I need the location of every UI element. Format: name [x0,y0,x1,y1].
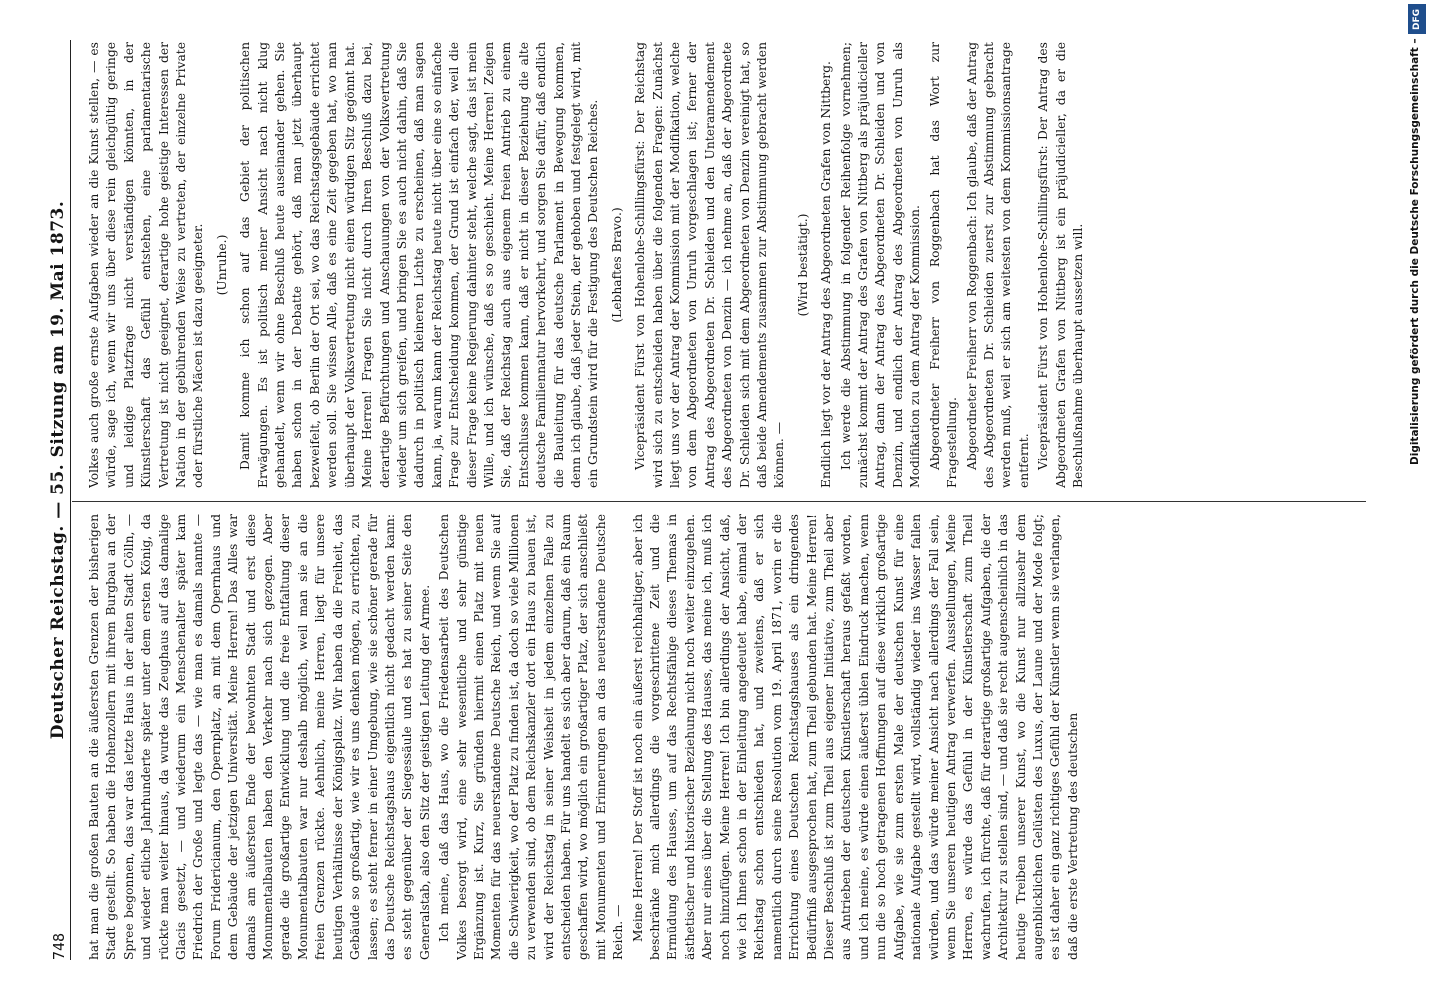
paragraph: Abgeordneter Freiherr von Roggenbach hat das Wort zur Fragestellung. [927,42,960,488]
stage-direction: (Lebhaftes Bravo.) [609,207,624,323]
paragraph: Abgeordneter Freiherr von Roggenbach: Ich glaube, daß der Antrag des Abgeordneten Dr. Schleiden zuerst zur Abstimmung gebracht werden muß, weil er sich am weitesten von dem Kommissionsantrage entfernt. [964,42,1031,488]
paragraph: Vicepräsident Fürst von Hohenlohe-Schillingsfürst: Der Antrag des Abgeordneten Grafen von Nittberg ist ein präjudicieller, da er die Beschlußnahme überhaupt aussetzen will. [1036,42,1085,488]
paragraph: Damit komme ich schon auf das Gebiet der politischen Erwägungen. Es ist politisch meiner Ansicht nach nicht klug gehandelt, wenn wir ohne Beschluß heute auseinander gehen. Sie haben schon in der Debatte gehört, daß man jetzt überhaupt bezweifelt, ob Berlin der Ort sei, wo das Reichstagsgebäude errichtet werden soll. Sie wissen Alle, daß es eine Zeit gegeben hat, wo man überhaupt der Volksvertretung nicht einen würdigen Sitz gegönnt hat. Meine Herren! Fragen Sie nicht durch Ihren Beschluß dazu bei, derartige Befürchtungen und Anschauungen von der Volksvertretung wieder um sich greifen, und bringen Sie es auch nicht dahin, daß Sie dadurch in politisch kleineren Lichte zu erscheinen, daß man sagen kann, ja, warum kann der Reichstag heute nicht über eine so einfache Frage zur Entscheidung kommen, der Grund ist einfach der, weil die dieser Frage keine Regierung dahinter steht, welche sagt, das ist mein Wille, und ich wünsche, daß es so geschieht. Meine Herren! Zeigen Sie, daß der Reichstag auch aus eigenem freien Antrieb zu einem Entschlusse kommen kann, daß er nicht in dieser Beziehung die alte deutsche Familiennatur hervorkehrt, und sorgen Sie dafür, daß endlich die Bauleitung für das deutsche Parlament in Bewegung kommen, denn ich glaube, daß jeder Stein, der gehoben und festgelegt wird, mit ein Grundstein wird für die Festigung des Deutschen Reiches. [238,42,601,488]
paragraph: Ich werde die Abstimmung in folgender Reihenfolge vornehmen; zunächst kommt der Antrag des Grafen von Nittberg als präjudicieller Antrag, dann der Antrag des Abgeordneten Dr. Schleiden und von Denzin, und endlich der Antrag des Abgeordneten von Unruh als Modifikation zu dem Antrag der Kommission. [838,42,923,488]
dfg-logo: DFG [1408,4,1426,34]
stage-direction: (Unruhe.) [214,234,229,296]
paragraph: hat man die großen Bauten an die äußersten Grenzen der bisherigen Stadt gestellt. So haben die Hohenzollern mit ihrem Burgbau an der Spree begonnen, das war das letzte Haus in der alten Stadt Cölln, — und wieder etliche Jahrhunderte später unter dem ersten König, da rückte man weiter hinaus, da wurde das Zeughaus auf das damalige Glacis gesetzt, — und wiederum ein Menschenalter später kam Friedrich der Große und legte das — wie man es damals nannte — Forum Fridericianum, den Opernplatz, an mit dem Opernhaus und dem Gebäude der jetzigen Universität. Meine Herren! Das Alles war damals am äußersten Ende der bewohnten Stadt und erst diese Monumentalbauten haben den Verkehr nach sich gezogen. Aber gerade die großartige Entwicklung und die freie Entfaltung dieser Monumentalbauten war nur deshalb möglich, weil man sie an die freien Grenzen rückte. Aehnlich, meine Herren, liegt für unsere heutigen Verhältnisse der Königsplatz. Wir haben da die Freiheit, das Gebäude so großartig, wie wir es uns denken mögen, zu errichten, zu lassen; es steht ferner in einer Umgebung, wie sie schöner gerade für das Deutsche Reichstagshaus eigentlich nicht gedacht werden kann: es steht gegenüber der Siegessäule und es hat zu seiner Seite den Generalstab, also den Sitz der geistigen Leitung der Armee. [87,514,432,960]
paragraph: Meine Herren! Der Stoff ist noch ein äußerst reichhaltiger, aber ich beschränke mich allerdings die vorgeschrittene Zeit und die Ermüdung des Hauses, um auf das Rechtsfähige dieses Themas in ästhetischer und historischer Beziehung nicht noch weiter einzugehen. Aber nur eines über die Stellung des Hauses, das meine ich, muß ich noch hinzufügen. Meine Herren! Ich bin allerdings der Ansicht, daß, wie ich Ihnen schon in der Einleitung angedeutet habe, einmal der Reichstag schon entschieden hat, und zweitens, daß er sich namentlich durch seine Resolution vom 19. April 1871, worin er die Errichtung eines Deutschen Reichstagshauses als ein dringendes Bedürfniß ausgesprochen hat, zum Theil gebunden hat. Meine Herren! Dieser Beschluß ist zum Theil aus eigener Initiative, zum Theil aber aus Antrieben der deutschen Künstlerschaft heraus gefaßt worden, und ich meine, es würde einen äußerst üblen Eindruck machen, wenn nun die so hoch getragenen Hoffnungen auf diese wirklich großartige Aufgabe, wie sie zum ersten Male der deutschen Kunst für eine nationale Aufgabe gestellt wird, vollständig wieder ins Wasser fallen würden, und das würde meiner Ansicht nach allerdings der Fall sein, wenn Sie unseren heutigen Antrag verwerfen. Ausstellungen, Meine Herren, es würde das Gefühl in der Künstlerschaft zum Theil wachrufen, ich fürchte, daß für derartige großartige Aufgaben, die der Architektur zu stellen sind, — und daß sie recht augenscheinlich in das heutige Treiben unserer Kunst, wo die Kunst nur allzusehr dem augenblicklichen Gelüsten des Luxus, der Laune und der Mode folgt; es ist daher ein ganz richtiges Gefühl der Künstler wenn sie verlangen, daß die erste Vertretung des deutschen [630,514,1080,960]
column-divider [72,501,1366,502]
paragraph: Volkes auch große ernste Aufgaben wieder an die Kunst stellen, — es würde, sage ich, wenn wir uns über diese rein gleichgültig geringe und leidige Platzfrage nicht verständigen könnten, in der Künstlerschaft das Gefühl entstehen, eine parlamentarische Vertretung ist nicht geeignet, derartige hohe geistige Interessen der Nation in der gebührenden Weise zu vertreten, der einzelne Private oder fürstliche Mäcen ist dazu geeigneter. [87,42,206,488]
right-text-column [86,42,1362,488]
dfg-watermark [1408,4,1426,994]
dfg-credit-text: Digitalisierung gefördert durch die Deutsche Forschungsgemeinschaft – [1409,38,1421,465]
stage-direction: (Wird bestätigt.) [795,213,810,317]
paragraph: Ich meine, daß das Haus, wo die Friedensarbeit des Deutschen Volkes besorgt wird, eine sehr wesentliche und sehr günstige Ergänzung ist. Kurz, Sie gründen hiermit einen Platz mit neuen Momenten für das neuerstandene Deutsche Reich, und wenn Sie auf die Schwierigkeit, wo der Platz zu finden ist, da doch so viele Millionen zu verwenden sind, ob dem Reichskanzler dort ein Haus zu bauen ist, wird der Reichstag in seiner Weisheit in jedem einzelnen Falle zu entscheiden haben. Für uns handelt es sich aber darum, daß ein Raum geschaffen wird, wo möglich ein großartiger Platz, der sich anschließt mit Monumenten und Erinnerungen an das neuerstandene Deutsche Reich. — [437,514,626,960]
page-header [42,40,71,960]
left-text-column [86,514,1362,960]
page-title: Deutscher Reichstag. — 55. Sitzung am 19. Mai 1873. [48,200,68,740]
paragraph: Vicepräsident Fürst von Hohenlohe-Schillingsfürst: Der Reichstag wird sich zu entscheiden haben über die folgenden Fragen: Zunächst liegt uns vor der Antrag der Kommission mit der Modifikation, welche von dem Abgeordneten von Unruh vorgeschlagen ist; ferner der Antrag des Abgeordneten Dr. Schleiden und den Unteramendement des Abgeordneten von Denzin — ich nehme an, daß der Abgeordnete Dr. Schleiden sich mit dem Abgeordneten von Denzin vereinigt hat, so daß beide Amendements zusammen zur Abstimmung gebracht werden können. — [633,42,787,488]
paragraph: Endlich liegt vor der Antrag des Abgeordneten Grafen von Nittberg. [819,61,834,488]
page-number: 748 [50,932,68,960]
